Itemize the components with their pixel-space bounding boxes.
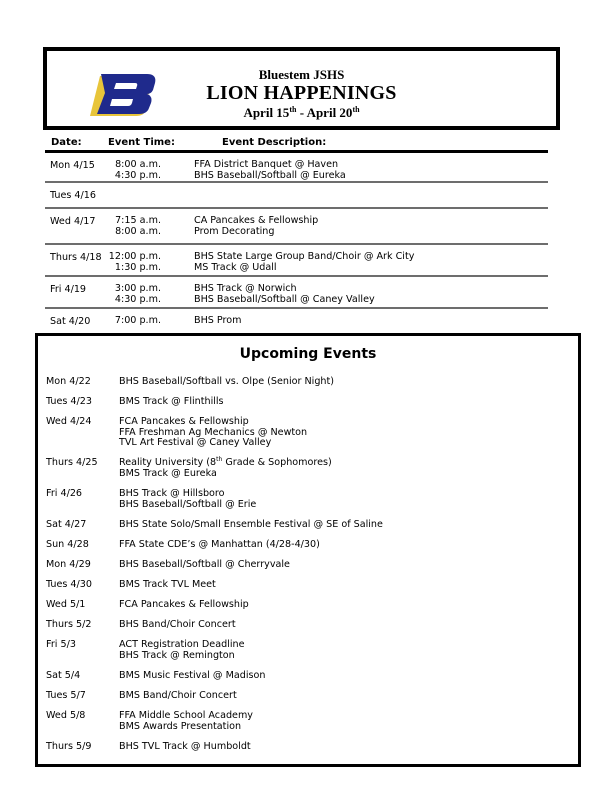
upcoming-event: TVL Art Festival @ Caney Valley xyxy=(119,437,272,449)
event-description: CA Pancakes & Fellowship xyxy=(194,215,319,226)
event-time: 4:30 p.m. xyxy=(114,169,161,181)
upcoming-date: Wed 5/8 xyxy=(46,710,86,722)
date-start-suffix: th xyxy=(289,105,297,114)
upcoming-descriptions xyxy=(119,580,216,591)
newsletter-title: LION HAPPENINGS xyxy=(206,82,397,104)
event-time: 8:00 a.m. xyxy=(115,159,161,170)
upcoming-date: Wed 4/24 xyxy=(46,416,92,428)
event-time: 1:30 p.m. xyxy=(114,261,161,273)
event-time: 3:00 p.m. xyxy=(114,283,161,294)
upcoming-date: Tues 4/23 xyxy=(46,396,92,408)
event-time: 7:00 p.m. xyxy=(114,315,161,326)
row-descriptions xyxy=(194,252,414,273)
date-end: April 20 xyxy=(306,105,353,120)
upcoming-date: Wed 5/1 xyxy=(46,599,86,611)
row-descriptions xyxy=(194,160,346,181)
row-times xyxy=(105,216,161,237)
upcoming-event: BMS Music Festival @ Madison xyxy=(119,670,266,682)
table-row xyxy=(45,245,548,277)
upcoming-event: FCA Pancakes & Fellowship xyxy=(119,599,249,611)
event-description: BHS Baseball/Softball @ Caney Valley xyxy=(194,293,375,305)
event-time: 8:00 a.m. xyxy=(115,225,161,237)
event-time: 7:15 a.m. xyxy=(115,215,161,226)
upcoming-events-box xyxy=(35,333,581,767)
upcoming-event: ACT Registration Deadline xyxy=(119,639,245,651)
row-date: Thurs 4/18 xyxy=(50,252,102,263)
upcoming-descriptions xyxy=(119,560,290,571)
upcoming-event: BHS State Solo/Small Ensemble Festival @ SE of Saline xyxy=(119,518,383,530)
upcoming-event: BMS Band/Choir Concert xyxy=(119,690,237,702)
upcoming-descriptions xyxy=(119,640,244,661)
upcoming-date: Thurs 5/2 xyxy=(46,619,92,631)
event-description: BHS Prom xyxy=(194,315,242,326)
date-start: April 15 xyxy=(243,105,290,120)
upcoming-title: Upcoming Events xyxy=(239,346,377,362)
upcoming-event: FFA Middle School Academy xyxy=(119,710,253,722)
table-row xyxy=(45,277,548,309)
upcoming-date: Mon 4/22 xyxy=(46,376,91,387)
table-header-row xyxy=(45,136,548,153)
table-row xyxy=(45,153,548,183)
week-schedule-table xyxy=(45,136,548,331)
row-date: Mon 4/15 xyxy=(50,160,95,171)
upcoming-event: FFA State CDE’s @ Manhattan (4/28-4/30) xyxy=(119,538,320,550)
upcoming-descriptions xyxy=(119,600,249,611)
column-header-date: Date: xyxy=(51,137,82,148)
upcoming-event: BHS Baseball/Softball @ Erie xyxy=(119,498,257,510)
school-name: Bluestem JSHS xyxy=(258,67,345,82)
upcoming-descriptions xyxy=(119,711,253,732)
upcoming-descriptions xyxy=(119,671,265,682)
event-time: 12:00 p.m. xyxy=(108,251,161,262)
upcoming-date: Sun 4/28 xyxy=(46,538,89,550)
upcoming-event: BMS Track TVL Meet xyxy=(119,579,216,591)
upcoming-date: Thurs 4/25 xyxy=(46,457,98,469)
row-times xyxy=(105,284,161,305)
upcoming-event: Reality University (8th Grade & Sophomores) xyxy=(119,456,332,469)
date-end-suffix: th xyxy=(352,105,360,114)
upcoming-event: BHS Band/Choir Concert xyxy=(119,619,236,631)
event-description: BHS State Large Group Band/Choir @ Ark City xyxy=(194,251,415,262)
upcoming-event: BMS Track @ Flinthills xyxy=(119,396,224,408)
upcoming-date: Sat 5/4 xyxy=(46,670,81,682)
upcoming-event: BHS Baseball/Softball vs. Olpe (Senior Night) xyxy=(119,376,335,387)
column-header-time: Event Time: xyxy=(108,137,175,148)
upcoming-event: BHS Track @ Remington xyxy=(119,650,235,662)
upcoming-descriptions xyxy=(119,417,307,449)
upcoming-date: Thurs 5/9 xyxy=(46,740,92,752)
upcoming-event: BHS Track @ Hillsboro xyxy=(119,488,225,500)
header-titles xyxy=(47,67,556,121)
upcoming-date: Fri 5/3 xyxy=(46,639,76,651)
date-range xyxy=(47,104,556,121)
row-times xyxy=(105,160,161,181)
upcoming-event: BHS Baseball/Softball @ Cherryvale xyxy=(119,559,290,571)
upcoming-descriptions xyxy=(119,489,256,510)
upcoming-descriptions xyxy=(119,620,236,631)
date-separator: - xyxy=(296,105,307,120)
upcoming-event: BMS Track @ Eureka xyxy=(119,468,217,480)
table-row xyxy=(45,209,548,245)
upcoming-descriptions xyxy=(119,520,383,531)
row-descriptions xyxy=(194,284,375,305)
header-banner xyxy=(43,47,560,130)
upcoming-descriptions xyxy=(119,397,224,408)
row-times xyxy=(105,316,161,327)
upcoming-descriptions xyxy=(119,540,320,551)
row-times xyxy=(105,252,161,273)
upcoming-descriptions xyxy=(119,742,251,753)
event-description: BHS Baseball/Softball @ Eureka xyxy=(194,169,346,181)
upcoming-date: Tues 4/30 xyxy=(46,579,92,591)
upcoming-descriptions xyxy=(119,691,237,702)
row-descriptions xyxy=(194,216,318,237)
event-description: BHS Track @ Norwich xyxy=(194,283,297,294)
upcoming-descriptions xyxy=(119,458,332,479)
row-date: Wed 4/17 xyxy=(50,216,96,227)
upcoming-date: Sat 4/27 xyxy=(46,518,87,530)
row-date: Fri 4/19 xyxy=(50,284,87,295)
event-time: 4:30 p.m. xyxy=(114,293,161,305)
row-date: Sat 4/20 xyxy=(50,316,91,327)
event-description: MS Track @ Udall xyxy=(194,261,277,273)
upcoming-event: BHS TVL Track @ Humboldt xyxy=(119,740,251,752)
upcoming-event: BMS Awards Presentation xyxy=(119,720,242,732)
upcoming-date: Tues 5/7 xyxy=(46,690,86,702)
table-row xyxy=(45,183,548,209)
event-description: FFA District Banquet @ Haven xyxy=(194,159,339,170)
column-header-description: Event Description: xyxy=(222,137,327,148)
row-descriptions xyxy=(194,316,242,327)
upcoming-date: Mon 4/29 xyxy=(46,559,91,571)
upcoming-event: FFA Freshman Ag Mechanics @ Newton xyxy=(119,426,308,438)
upcoming-date: Fri 4/26 xyxy=(46,488,83,500)
upcoming-event: FCA Pancakes & Fellowship xyxy=(119,416,249,428)
event-description: Prom Decorating xyxy=(194,225,275,237)
upcoming-descriptions xyxy=(119,377,334,388)
row-date: Tues 4/16 xyxy=(50,190,96,201)
table-row xyxy=(45,309,548,331)
